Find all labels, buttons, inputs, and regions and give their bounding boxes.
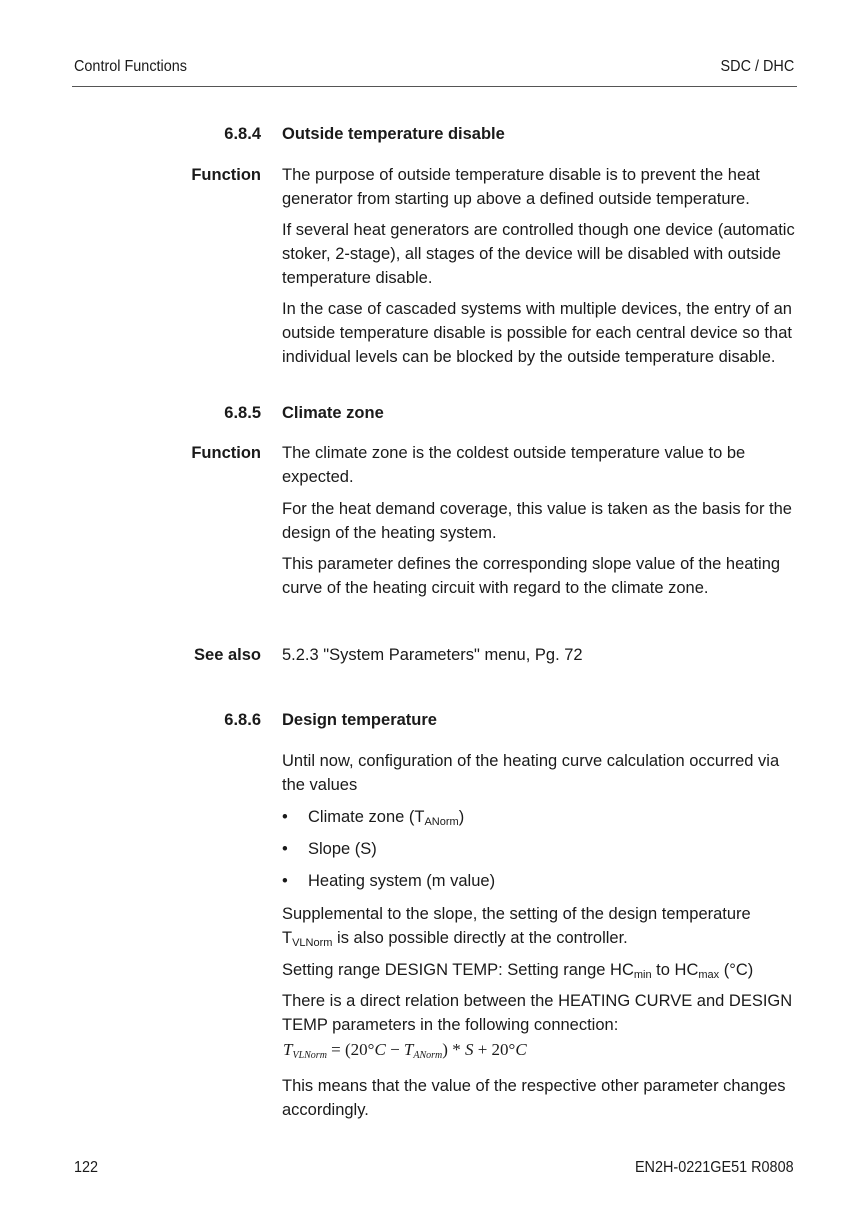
paragraph-6-8-6-intro: Until now, configuration of the heating curve calculation occurred via the values: [282, 752, 780, 794]
paragraph-6-8-4-purpose: The purpose of outside temperature disable is to prevent the heat generator from starting up above a defined outside temperature.: [282, 166, 760, 208]
see-also-label: See also: [194, 646, 261, 664]
section-number-6-8-5: 6.8.5: [224, 404, 261, 422]
paragraph-6-8-4-cascaded: In the case of cascaded systems with multiple devices, the entry of an outside temperature disable is possible for each central device so that individual levels can be blocked by the outside temperature disable.: [282, 300, 792, 366]
paragraph-6-8-5-coverage: For the heat demand coverage, this value is taken as the basis for the design of the heating system.: [282, 500, 792, 542]
paragraph-6-8-5-slope: This parameter defines the corresponding slope value of the heating curve of the heating circuit with regard to the climate zone.: [282, 555, 781, 597]
paragraph-6-8-5-definition: The climate zone is the coldest outside temperature value to be expected.: [282, 444, 746, 486]
paragraph-6-8-4-several: If several heat generators are controlled though one device (automatic stoker, 2-stage), all stages of the device will be disabled with outside temperature disable.: [282, 221, 795, 287]
paragraph-6-8-6-consequence: This means that the value of the respective other parameter changes accordingly.: [282, 1077, 786, 1119]
running-header-left: Control Functions: [74, 58, 187, 75]
running-header-right: SDC / DHC: [720, 58, 794, 75]
section-title-6-8-6: Design temperature: [282, 711, 437, 729]
bullet-icon: •: [282, 840, 288, 858]
paragraph-6-8-6-setting-range: Setting range DESIGN TEMP: Setting range $HC_{min}$ to $HC_{max}$ (°C): [282, 961, 754, 981]
section-number-6-8-6: 6.8.6: [224, 711, 261, 729]
bullet-icon: •: [282, 872, 288, 890]
paragraph-6-8-6-relation: There is a direct relation between the HEATING CURVE and DESIGN TEMP parameters in the following connection:: [282, 992, 793, 1034]
function-label-6-8-4: Function: [191, 166, 261, 184]
document-id: EN2H-0221GE51 R0808: [635, 1159, 794, 1176]
bullet-icon: •: [282, 808, 288, 826]
section-number-6-8-4: 6.8.4: [224, 125, 261, 143]
section-title-6-8-4: Outside temperature disable: [282, 125, 505, 143]
page-number: 122: [74, 1159, 99, 1176]
function-label-6-8-5: Function: [191, 444, 261, 462]
paragraph-6-8-6-supplemental: Supplemental to the slope, the setting of the design temperature $T_{VLNorm}$ is also possible directly at the controller.: [282, 905, 751, 949]
section-title-6-8-5: Climate zone: [282, 404, 384, 422]
header-rule: [72, 86, 797, 87]
design-temperature-formula: $T_{VLNorm} = (20^\circ C - T_{ANorm}) * S + 20^\circ C$: [283, 1040, 527, 1061]
see-also-reference[interactable]: 5.2.3 "System Parameters" menu, Pg. 72: [282, 646, 583, 664]
